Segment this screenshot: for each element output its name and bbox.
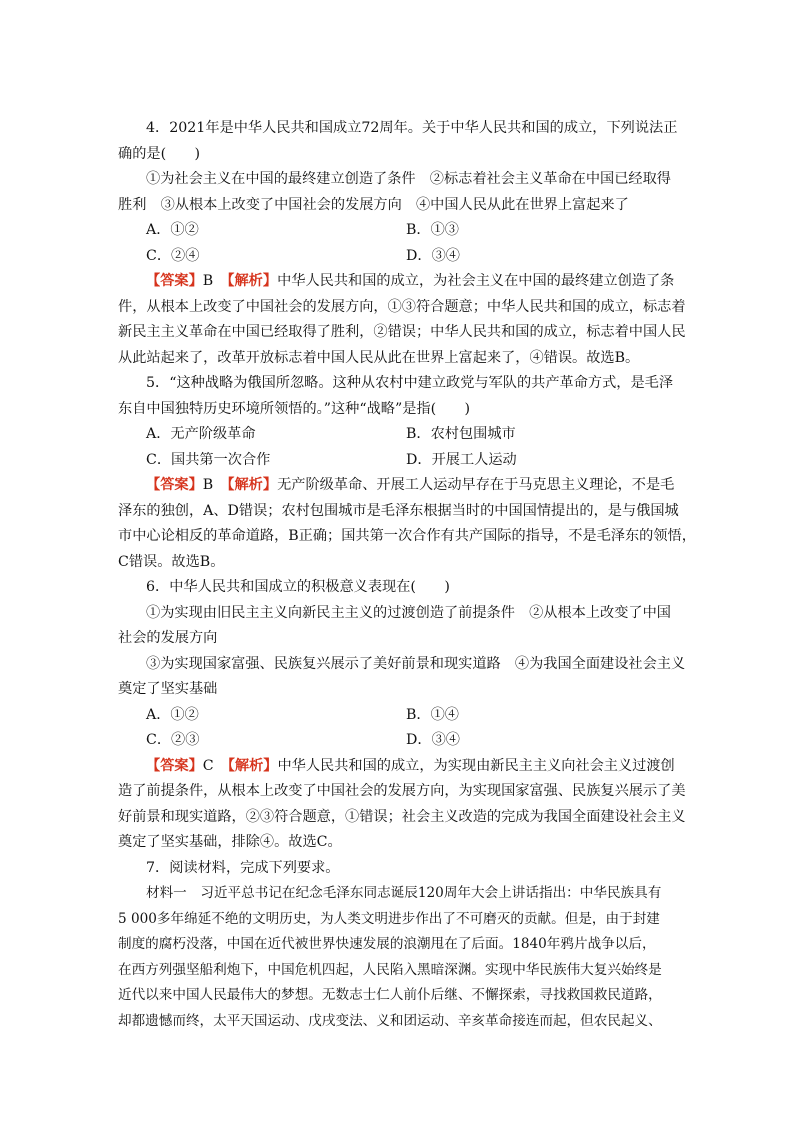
- material-text: 近代以来中国人民最伟大的梦想。无数志士仁人前仆后继、不懈探索，寻找救国救民道路，: [118, 987, 662, 1003]
- question-stem: 5．“这种战略为俄国所忽略。这种从农村中建立政党与军队的共产革命方式，是毛泽: [146, 375, 674, 391]
- options-row: [118, 448, 678, 474]
- options-row: [118, 218, 678, 244]
- analysis-text: 从此站起来了，改革开放标志着中国人民从此在世界上富起来了，④错误。故选B。: [118, 349, 640, 366]
- analysis-text: 造了前提条件，从根本上改变了中国社会的发展方向，为实现国家富强、民族复兴展示了美: [118, 783, 686, 799]
- options-row: [118, 422, 678, 448]
- material-text: 在西方列强坚船利炮下，中国危机四起，人民陷入黑暗深渊。实现中华民族伟大复兴始终是: [118, 961, 662, 978]
- options-row: [118, 728, 678, 754]
- question-5: [118, 371, 696, 575]
- statement-line: ①为实现由旧民主主义向新民主主义的过渡创造了前提条件 ②从根本上改变了中国: [146, 604, 671, 621]
- analysis-text: 无产阶级革命、开展工人运动早存在于马克思主义理论，不是毛: [277, 477, 675, 493]
- statement-line: 胜利 ③从根本上改变了中国社会的发展方向 ④中国人民从此在世界上富起来了: [118, 196, 629, 213]
- material-text: 5 000多年绵延不绝的文明历史，为人类文明进步作出了不可磨灭的贡献。但是，由于封建: [118, 910, 660, 927]
- answer-value: B: [202, 273, 214, 289]
- answer-label: 【答案】: [146, 757, 203, 774]
- option-d: D．开展工人运动: [406, 451, 517, 468]
- question-4: [118, 116, 686, 371]
- option-b: B．农村包围城市: [406, 426, 516, 442]
- statement-line: 奠定了坚实基础: [118, 681, 218, 697]
- analysis-text: 中华人民共和国的成立，为实现由新民主主义向社会主义过渡创: [277, 757, 675, 774]
- statement-line: 社会的发展方向: [118, 630, 218, 646]
- question-stem: 确的是( ): [118, 145, 201, 162]
- option-c: C．国共第一次合作: [146, 451, 271, 468]
- question-stem: 4．2021年是中华人民共和国成立72周年。关于中华人民共和国的成立，下列说法正: [146, 120, 678, 136]
- analysis-text: 新民主主义革命在中国已经取得了胜利，②错误；中华人民共和国的成立，标志着中国人民: [118, 324, 686, 340]
- answer-value: B: [202, 477, 214, 493]
- option-a: A．①②: [146, 222, 199, 238]
- option-a: A．①②: [146, 706, 199, 723]
- statement-line: ①为社会主义在中国的最终建立创造了条件 ②标志着社会主义革命在中国已经取得: [146, 171, 671, 187]
- analysis-label: 【解析】: [227, 273, 278, 289]
- question-6: [118, 575, 686, 856]
- material-text: 材料一 习近平总书记在纪念毛泽东同志诞辰120周年大会上讲话指出：中华民族具有: [146, 885, 662, 901]
- material-text: 却都遗憾而终，太平天国运动、戊戌变法、义和团运动、辛亥革命接连而起，但农民起义、: [118, 1012, 662, 1029]
- options-row: [118, 244, 678, 270]
- option-d: D．③④: [406, 247, 460, 264]
- option-b: B．①④: [406, 706, 459, 723]
- option-b: B．①③: [406, 222, 459, 238]
- analysis-text: 奠定了坚实基础，排除④。故选C。: [118, 834, 342, 850]
- question-stem: 6．中华人民共和国成立的积极意义表现在( ): [146, 579, 450, 595]
- analysis-label: 【解析】: [227, 757, 278, 774]
- analysis-text: 市中心论相反的革命道路，B正确；国共第一次合作有共产国际的指导，不是毛泽东的领悟，: [118, 528, 696, 544]
- analysis-text: 中华人民共和国的成立，为社会主义在中国的最终建立创造了条: [277, 273, 675, 289]
- question-7: [118, 856, 678, 1035]
- analysis-text: 件，从根本上改变了中国社会的发展方向，①③符合题意；中华人民共和国的成立，标志着: [118, 298, 686, 315]
- document-page: [118, 116, 696, 1034]
- answer-analysis: [118, 269, 678, 295]
- analysis-text: C错误。故选B。: [118, 553, 225, 570]
- options-row: [118, 703, 678, 729]
- analysis-text: 好前景和现实道路，②③符合题意，①错误；社会主义改造的完成为我国全面建设社会主义: [118, 808, 686, 825]
- question-stem: 7．阅读材料，完成下列要求。: [146, 859, 340, 876]
- statement-line: ③为实现国家富强、民族复兴展示了美好前景和现实道路 ④为我国全面建设社会主义: [146, 655, 686, 672]
- option-c: C．②④: [146, 247, 200, 264]
- option-d: D．③④: [406, 732, 460, 748]
- answer-label: 【答案】: [146, 477, 203, 493]
- option-c: C．②③: [146, 732, 200, 748]
- answer-analysis: [118, 473, 678, 499]
- analysis-text: 泽东的独创，A、D错误；农村包围城市是毛泽东根据当时的中国国情提出的，是与俄国城: [118, 502, 679, 519]
- answer-analysis: [118, 754, 678, 780]
- question-stem: 东自中国独特历史环境所领悟的。”这种“战略”是指( ): [118, 400, 471, 417]
- answer-label: 【答案】: [146, 273, 203, 289]
- analysis-label: 【解析】: [227, 477, 278, 493]
- answer-value: C: [202, 757, 214, 774]
- option-a: A．无产阶级革命: [146, 426, 256, 442]
- material-text: 制度的腐朽没落，中国在近代被世界快速发展的浪潮甩在了后面。1840年鸦片战争以后，: [118, 936, 656, 952]
